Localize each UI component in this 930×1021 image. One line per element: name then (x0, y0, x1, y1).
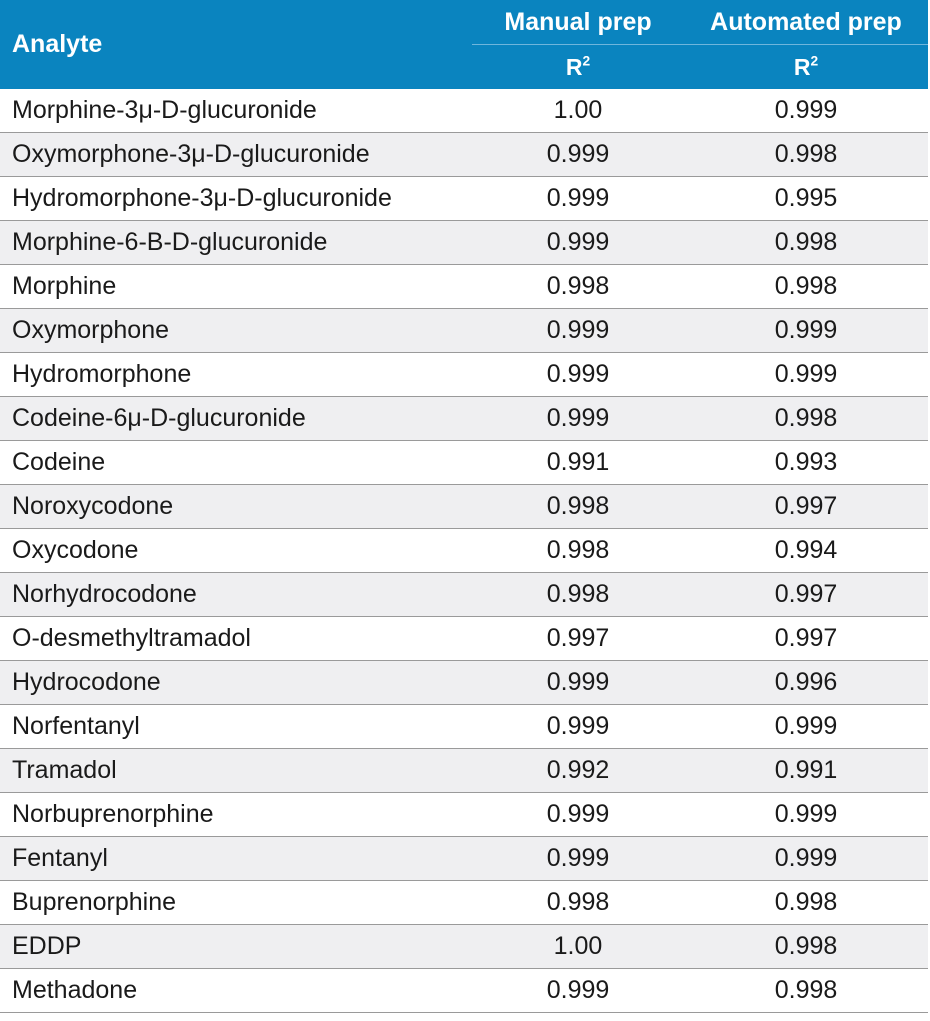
table-row (0, 881, 928, 925)
manual-r2-cell: 0.999 (472, 661, 684, 705)
analyte-cell: EDDP (0, 925, 472, 969)
analyte-cell: Morphine-6-B-D-glucuronide (0, 221, 472, 265)
automated-r2-cell: 0.994 (684, 529, 928, 573)
automated-r2-cell: 0.998 (684, 397, 928, 441)
manual-r2-cell: 0.999 (472, 353, 684, 397)
analyte-cell: Hydromorphone (0, 353, 472, 397)
manual-r2-cell: 0.998 (472, 265, 684, 309)
analyte-cell: Oxycodone (0, 529, 472, 573)
automated-r2-cell: 0.997 (684, 485, 928, 529)
manual-metric-header (472, 45, 684, 90)
table-row (0, 969, 928, 1013)
analyte-cell: Oxymorphone-3μ-D-glucuronide (0, 133, 472, 177)
automated-r2-cell: 0.998 (684, 265, 928, 309)
table-row (0, 441, 928, 485)
metric-superscript: 2 (810, 52, 819, 68)
automated-r2-cell: 0.999 (684, 89, 928, 133)
table-body (0, 89, 928, 1013)
analyte-cell: Noroxycodone (0, 485, 472, 529)
manual-r2-cell: 0.998 (472, 485, 684, 529)
analyte-cell: Methadone (0, 969, 472, 1013)
analyte-cell: Norhydrocodone (0, 573, 472, 617)
manual-r2-cell: 0.999 (472, 177, 684, 221)
manual-r2-cell: 1.00 (472, 89, 684, 133)
table-row (0, 221, 928, 265)
automated-prep-header: Automated prep (684, 0, 928, 45)
automated-r2-cell: 0.995 (684, 177, 928, 221)
analyte-cell: Hydromorphone-3μ-D-glucuronide (0, 177, 472, 221)
automated-r2-cell: 0.999 (684, 309, 928, 353)
analyte-cell: Morphine (0, 265, 472, 309)
automated-r2-cell: 0.998 (684, 969, 928, 1013)
table-row (0, 617, 928, 661)
automated-r2-cell: 0.998 (684, 221, 928, 265)
automated-r2-cell: 0.997 (684, 617, 928, 661)
analyte-cell: Oxymorphone (0, 309, 472, 353)
analyte-cell: Codeine (0, 441, 472, 485)
table-row (0, 529, 928, 573)
manual-r2-cell: 0.998 (472, 573, 684, 617)
manual-r2-cell: 0.999 (472, 133, 684, 177)
analyte-cell: Fentanyl (0, 837, 472, 881)
table-row (0, 793, 928, 837)
manual-r2-cell: 0.998 (472, 529, 684, 573)
analyte-cell: Tramadol (0, 749, 472, 793)
manual-r2-cell: 0.992 (472, 749, 684, 793)
automated-r2-cell: 0.999 (684, 793, 928, 837)
manual-r2-cell: 0.999 (472, 837, 684, 881)
table-row (0, 89, 928, 133)
manual-r2-cell: 0.999 (472, 397, 684, 441)
automated-metric-header (684, 45, 928, 90)
analyte-cell: Norbuprenorphine (0, 793, 472, 837)
table-row (0, 133, 928, 177)
automated-r2-cell: 0.998 (684, 925, 928, 969)
automated-r2-cell: 0.999 (684, 705, 928, 749)
manual-r2-cell: 0.998 (472, 881, 684, 925)
metric-base: R (793, 53, 811, 80)
table-row (0, 353, 928, 397)
automated-r2-cell: 0.999 (684, 353, 928, 397)
analyte-cell: Norfentanyl (0, 705, 472, 749)
automated-r2-cell: 0.996 (684, 661, 928, 705)
manual-r2-cell: 0.999 (472, 309, 684, 353)
analyte-cell: Codeine-6μ-D-glucuronide (0, 397, 472, 441)
table-row (0, 309, 928, 353)
analyte-cell: Hydrocodone (0, 661, 472, 705)
manual-r2-cell: 0.997 (472, 617, 684, 661)
automated-r2-cell: 0.993 (684, 441, 928, 485)
analyte-cell: Morphine-3μ-D-glucuronide (0, 89, 472, 133)
table-row (0, 749, 928, 793)
manual-r2-cell: 0.999 (472, 969, 684, 1013)
automated-r2-cell: 0.998 (684, 881, 928, 925)
manual-r2-cell: 0.999 (472, 793, 684, 837)
table-row (0, 837, 928, 881)
analyte-cell: O-desmethyltramadol (0, 617, 472, 661)
manual-r2-cell: 1.00 (472, 925, 684, 969)
table-row (0, 661, 928, 705)
table-row (0, 705, 928, 749)
table-header (0, 0, 928, 89)
table-row (0, 573, 928, 617)
automated-r2-cell: 0.991 (684, 749, 928, 793)
automated-r2-cell: 0.999 (684, 837, 928, 881)
table-row (0, 265, 928, 309)
automated-r2-cell: 0.997 (684, 573, 928, 617)
metric-base: R (565, 53, 583, 80)
automated-r2-cell: 0.998 (684, 133, 928, 177)
manual-r2-cell: 0.999 (472, 221, 684, 265)
manual-prep-header: Manual prep (472, 0, 684, 45)
analyte-column-header: Analyte (0, 0, 472, 89)
table-row (0, 397, 928, 441)
table-row (0, 925, 928, 969)
metric-superscript: 2 (582, 52, 591, 68)
analyte-cell: Buprenorphine (0, 881, 472, 925)
manual-r2-cell: 0.999 (472, 705, 684, 749)
table-row (0, 177, 928, 221)
table-row (0, 485, 928, 529)
manual-r2-cell: 0.991 (472, 441, 684, 485)
